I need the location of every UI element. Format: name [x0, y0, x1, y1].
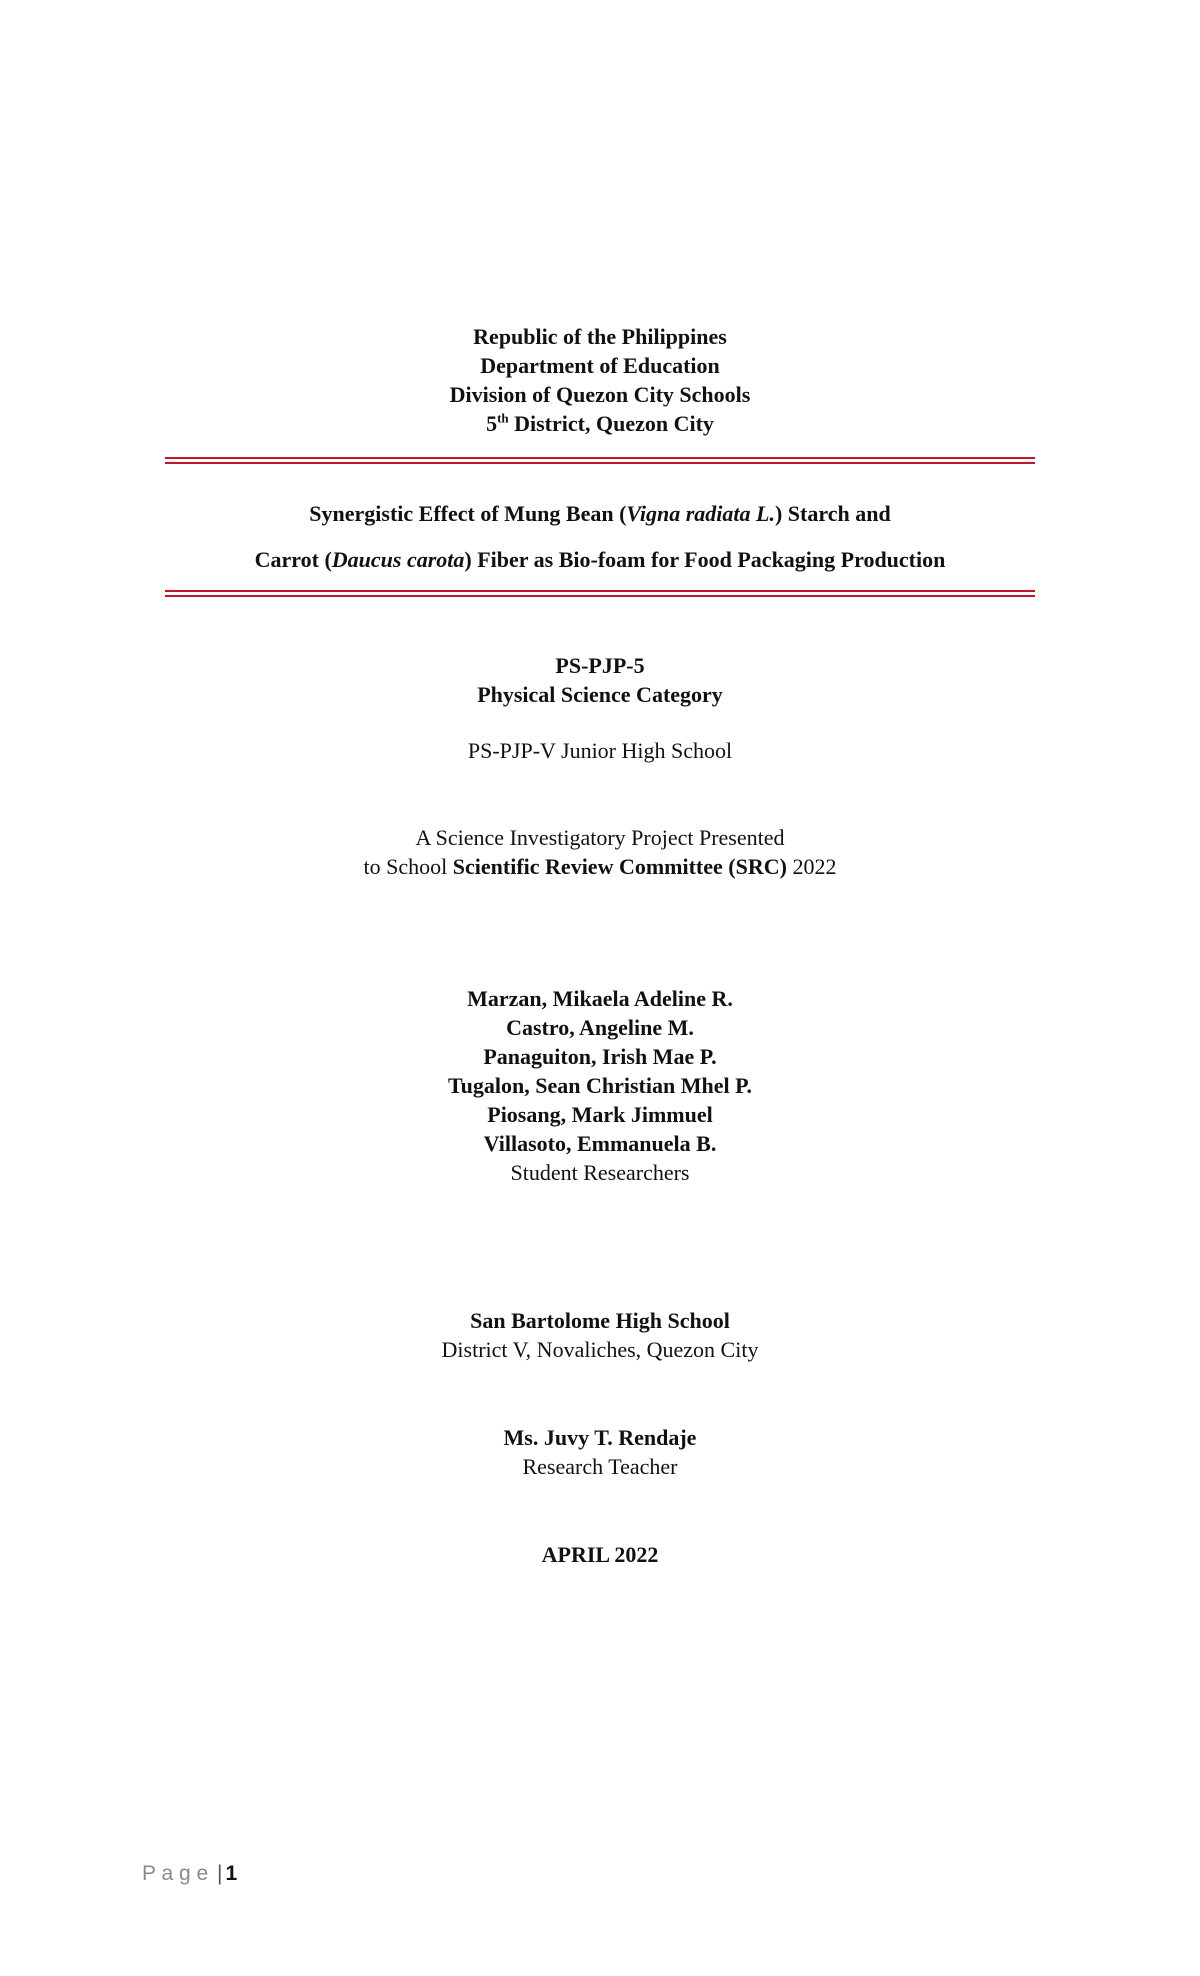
- page-footer: [142, 1862, 237, 1886]
- bottom-divider: [165, 590, 1035, 597]
- adviser-name: Ms. Juvy T. Rendaje: [503, 1425, 697, 1450]
- page-separator: |: [217, 1862, 223, 1885]
- presentation-line-2-part-b: 2022: [786, 854, 837, 879]
- institution-header: [0, 322, 1200, 438]
- presentation-line-2-part-a: to School: [363, 854, 453, 879]
- school-block: [0, 1306, 1200, 1364]
- researcher-name: Tugalon, Sean Christian Mhel P.: [447, 1073, 752, 1098]
- adviser-role: Research Teacher: [522, 1454, 678, 1479]
- district-rest: District, Quezon City: [508, 411, 714, 436]
- researcher-name: Panaguiton, Irish Mae P.: [483, 1044, 717, 1069]
- top-divider: [165, 457, 1035, 464]
- title-line-2-part-b: ) Fiber as Bio-foam for Food Packaging Production: [464, 547, 946, 572]
- researcher-name: Villasoto, Emmanuela B.: [483, 1131, 717, 1156]
- date-block: [0, 1540, 1200, 1569]
- category-code: PS-PJP-5: [555, 653, 645, 678]
- title-line-2-part-a: Carrot (: [254, 547, 332, 572]
- page-label: P a g e: [142, 1862, 209, 1885]
- district-line: [0, 409, 1200, 438]
- level-block: [0, 736, 1200, 765]
- committee-name: Scientific Review Committee (SRC): [452, 854, 787, 879]
- submission-date: APRIL 2022: [541, 1542, 659, 1567]
- scientific-name-carrot: Daucus carota: [331, 547, 465, 572]
- title-line-1: [0, 491, 1200, 537]
- researchers-role: Student Researchers: [510, 1160, 690, 1185]
- scientific-name-mung-bean: Vigna radiata L.: [626, 501, 775, 526]
- presentation-line-1: A Science Investigatory Project Presented: [415, 825, 785, 850]
- presentation-line-2: [0, 852, 1200, 881]
- title-line-2: [0, 537, 1200, 583]
- researchers-block: [0, 984, 1200, 1187]
- department-line: Department of Education: [480, 353, 720, 378]
- title-line-1-part-a: Synergistic Effect of Mung Bean (: [309, 501, 627, 526]
- district-suffix: th: [497, 410, 509, 426]
- page-number: 1: [225, 1862, 238, 1885]
- category-name: Physical Science Category: [477, 682, 723, 707]
- adviser-block: [0, 1423, 1200, 1481]
- school-name: San Bartolome High School: [470, 1308, 730, 1333]
- category-block: [0, 651, 1200, 709]
- republic-line: Republic of the Philippines: [473, 324, 727, 349]
- district-number: 5: [486, 411, 498, 436]
- school-address: District V, Novaliches, Quezon City: [441, 1337, 759, 1362]
- researcher-name: Piosang, Mark Jimmuel: [487, 1102, 713, 1127]
- researcher-name: Castro, Angeline M.: [506, 1015, 694, 1040]
- title-line-1-part-b: ) Starch and: [774, 501, 891, 526]
- presentation-block: [0, 823, 1200, 881]
- division-line: Division of Quezon City Schools: [449, 382, 751, 407]
- project-title: [0, 491, 1200, 583]
- researcher-name: Marzan, Mikaela Adeline R.: [467, 986, 733, 1011]
- category-level: PS-PJP-V Junior High School: [467, 738, 733, 763]
